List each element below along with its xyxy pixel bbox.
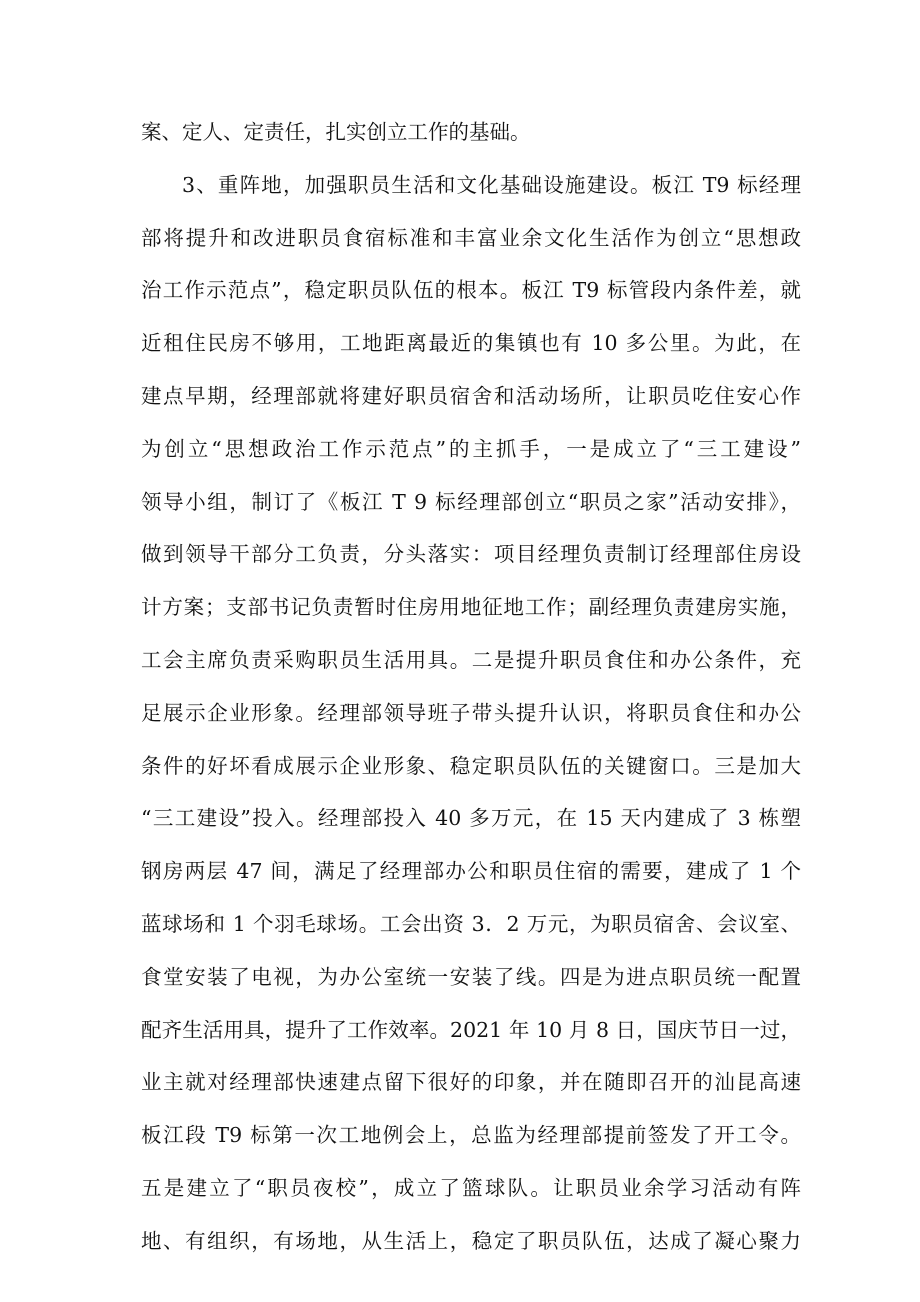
text-line: 钢房两层 47 间，满足了经理部办公和职员住宿的需要，建成了 1 个 [141,859,801,883]
text-line: “三工建设”投入。经理部投入 40 多万元，在 15 天内建成了 3 栋塑 [141,806,801,830]
text-line: 地、有组织，有场地，从生活上，稳定了职员队伍，达成了凝心聚力 [141,1229,801,1253]
text-line: 领导小组，制订了《板江 T 9 标经理部创立“职员之家”活动安排》， [141,490,801,514]
text-line: 食堂安装了电视，为办公室统一安装了线。四是为进点职员统一配置 [141,965,801,989]
text-line: 案、定人、定责任，扎实创立工作的基础。 [141,120,531,144]
text-line: 做到领导干部分工负责，分头落实：项目经理负责制订经理部住房设 [141,542,801,566]
text-line: 足展示企业形象。经理部领导班子带头提升认识，将职员食住和办公 [141,701,801,725]
text-line: 五是建立了“职员夜校”，成立了篮球队。让职员业余学习活动有阵 [141,1176,801,1200]
text-line: 3、重阵地，加强职员生活和文化基础设施建设。板江 T9 标经理 [182,173,801,197]
text-line: 建点早期，经理部就将建好职员宿舍和活动场所，让职员吃住安心作 [141,384,801,408]
text-line: 治工作示范点”，稳定职员队伍的根本。板江 T9 标管段内条件差，就 [141,278,801,302]
text-line: 计方案；支部书记负责暂时住房用地征地工作；副经理负责建房实施， [141,595,801,619]
text-line: 近租住民房不够用，工地距离最近的集镇也有 10 多公里。为此，在 [141,331,801,355]
text-line: 条件的好坏看成展示企业形象、稳定职员队伍的关键窗口。三是加大 [141,754,801,778]
text-line: 蓝球场和 1 个羽毛球场。工会出资 3．2 万元，为职员宿舍、会议室、 [141,912,801,936]
text-line: 工会主席负责采购职员生活用具。二是提升职员食住和办公条件，充 [141,648,801,672]
text-line: 配齐生活用具，提升了工作效率。2021 年 10 月 8 日，国庆节日一过， [141,1018,801,1042]
text-line: 部将提升和改进职员食宿标准和丰富业余文化生活作为创立“思想政 [141,226,801,250]
text-line: 板江段 T9 标第一次工地例会上，总监为经理部提前签发了开工令。 [141,1123,801,1147]
text-line: 业主就对经理部快速建点留下很好的印象，并在随即召开的汕昆高速 [141,1070,801,1094]
text-line: 为创立“思想政治工作示范点”的主抓手，一是成立了“三工建设” [141,437,801,461]
